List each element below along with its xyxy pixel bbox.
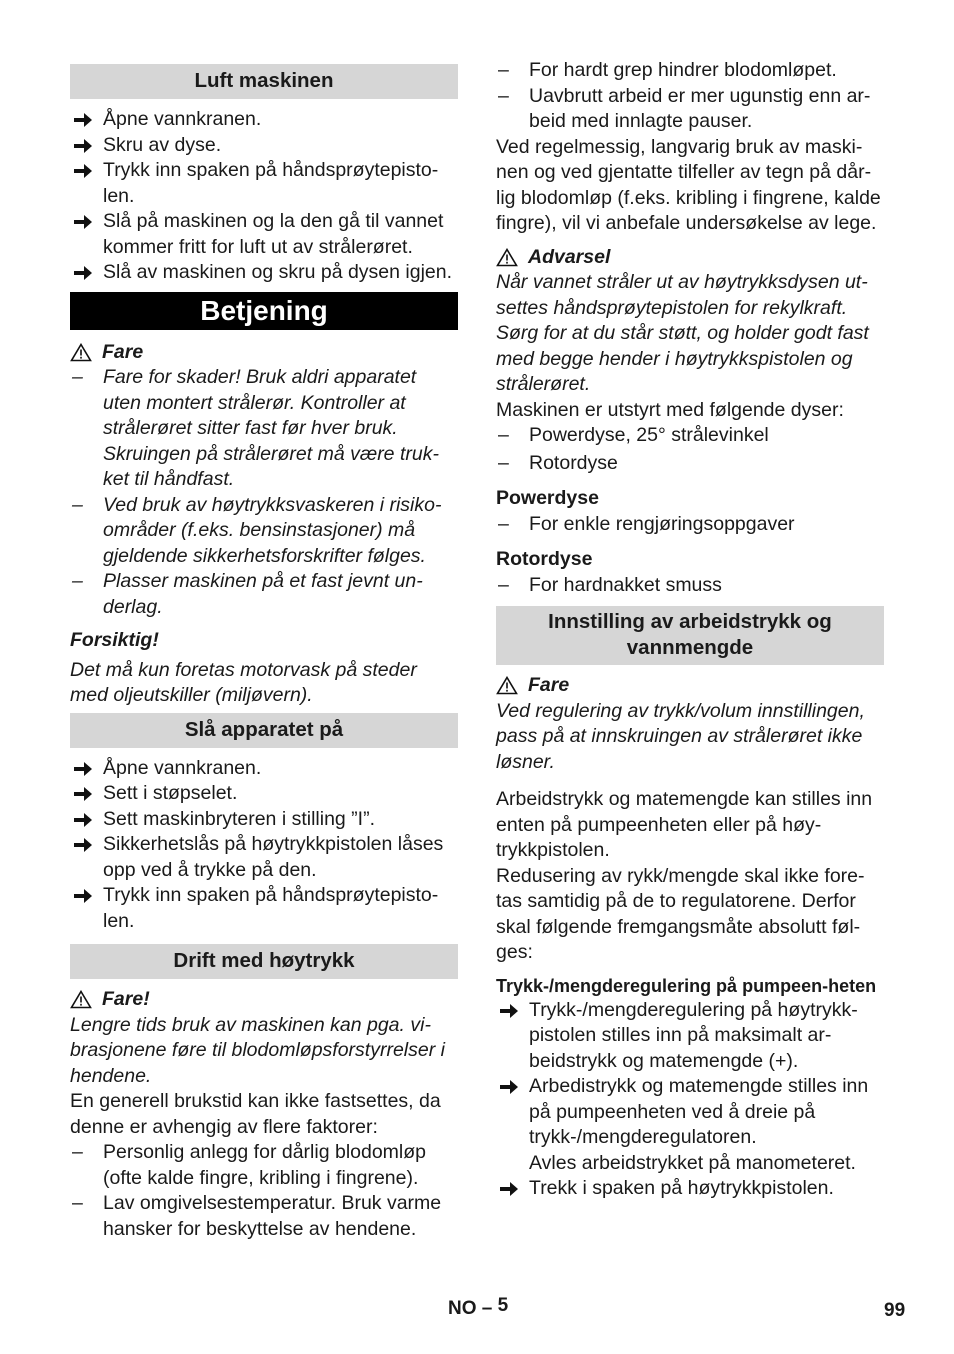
warning-triangle-icon [70,990,92,1009]
arrow-right-icon [73,781,93,802]
arrow-right-icon [499,1176,519,1197]
innstilling-warning-text: Ved regulering av trykk/volum innstillingen, pass på at innskruingen av strålerøret ikke løsner. [496,699,865,773]
step-item: Sikkerhetslås på høytrykkpistolen låses opp ved å trykke på den. [70,832,458,883]
arrow-right-icon [73,209,93,230]
list-item: – For enkle rengjøringsoppgaver [496,512,884,538]
warning-advarsel: Advarsel [496,245,884,271]
warning-fare-innstilling: Fare [496,673,884,699]
arrow-right-icon [73,260,93,281]
step-item: Slå på maskinen og la den gå til vannet kommer fritt for luft ut av strålerøret. [70,209,458,260]
subheading-pumpeenheten: Trykk-/mengderegulering på pumpeen-heten [496,975,877,996]
caution-label: Forsiktig! [70,629,159,651]
arrow-right-icon [73,133,93,154]
list-item: – For hardt grep hindrer blodomløpet. [496,58,884,84]
section-heading-drift: Drift med høytrykk [70,944,458,979]
step-note: Avles arbeidstrykket på manometeret. [529,1151,856,1174]
section-heading-luft: Luft maskinen [70,64,458,99]
step-item: Trykk inn spaken på håndsprøytepisto-len. [70,158,458,209]
dash-bullet: – [498,84,509,107]
step-item: Arbedistrykk og matemengde stilles inn på pumpeenheten ved å dreie på trykk-/mengderegulatoren. [496,1074,884,1151]
caution-text: Det må kun foretas motorvask på steder med oljeutskiller (miljøvern). [70,658,417,706]
footer-section-label: NO – 5 [448,1295,509,1319]
warning-fare: Fare [70,340,458,366]
drift-intro: En generell brukstid kan ikke fastsettes, da denne er avhengig av flere faktorer: [70,1090,441,1138]
step-item: Åpne vannkranen. [70,107,458,133]
dash-bullet: – [72,366,83,388]
arrow-right-icon [73,807,93,828]
arrow-right-icon [73,107,93,128]
page-number: 99 [884,1300,906,1321]
arrow-right-icon [73,832,93,853]
drift-warning-text: Lengre tids bruk av maskinen kan pga. vi-brasjonene føre til blodomløpsforstyrrelser i hendene. [70,1013,445,1087]
step-item: Trekk i spaken på høytrykkpistolen. [496,1176,884,1202]
step-item: Sett i støpselet. [70,781,458,807]
warning-triangle-icon [70,343,92,362]
sla-steps [70,756,458,935]
section-heading-innstilling: Innstilling av arbeidstrykk og vannmengde [496,606,884,665]
luft-steps [70,107,458,286]
step-item: Slå av maskinen og skru på dysen igjen. [70,260,458,286]
step-item: Sett maskinbryteren i stilling ”I”. [70,807,458,833]
dash-bullet: – [498,512,509,535]
step-item: Åpne vannkranen. [70,756,458,782]
paragraph-blood-flow: Ved regelmessig, langvarig bruk av maski-nen og ved gjentatte tilfeller av tegn på dår-lig blodomløp (f.eks. kribling i fingrene, kalde fingre), vil vi anbefale undersøkelse av lege. [496,135,881,234]
dash-bullet: – [72,493,83,516]
arrow-right-icon [499,1074,519,1095]
section-heading-sla: Slå apparatet på [70,713,458,748]
dash-bullet: – [498,424,509,446]
right-column [496,58,884,1202]
nozzles-intro: Maskinen er utstyrt med følgende dyser: [496,398,844,421]
arrow-right-icon [73,883,93,904]
arrow-right-icon [499,998,519,1019]
innstilling-para1: Arbeidstrykk og matemengde kan stilles inn enten på pumpeenheten eller på høy-trykkpistolen. [496,788,873,861]
list-item: – Lav omgivelsestemperatur. Bruk varme hansker for beskyttelse av hendene. [72,1192,442,1240]
list-item: – Personlig anlegg for dårlig blodomløp (ofte kalde fingre, kribling i fingrene). [72,1141,427,1189]
chapter-heading-betjening: Betjening [70,292,458,330]
arrow-right-icon [73,756,93,777]
list-item: – Powerdyse, 25° strålevinkel [496,423,884,449]
innstilling-para2: Redusering av rykk/mengde skal ikke fore-tas samtidig på de to regulatorene. Derfor skal følgende fremgangsmåte absolutt føl-ges: [496,864,865,963]
step-item: Trykk inn spaken på håndsprøytepisto-len. [70,883,458,934]
list-item: – Uavbrutt arbeid er mer ugunstig enn ar-beid med innlagte pauser. [498,84,871,132]
warning-fare-drift: Fare! [70,987,458,1013]
dash-bullet: – [498,59,509,81]
dash-bullet: – [72,1192,83,1214]
list-item: – Plasser maskinen på et fast jevnt un-derlag. [72,570,423,618]
warning-triangle-icon [496,676,518,695]
subheading-rotordyse: Rotordyse [496,548,593,570]
arrow-right-icon [73,158,93,179]
advarsel-text: Når vannet stråler ut av høytrykksdysen ut-settes håndsprøytepistolen for rekylkraft. Sørg for at du står støtt, og holder godt fast med begge hender i høytrykkspistolen og strålerøret. [496,271,869,395]
left-column [70,60,458,1242]
step-item: Skru av dyse. [70,133,458,159]
list-item: – Rotordyse [496,451,884,477]
dash-bullet: – [498,573,509,596]
list-item: – Ved bruk av høytrykksvaskeren i risiko-områder (f.eks. bensinstasjoner) må gjeldende sikkerhetsforskrifter følges. [72,493,442,567]
dash-bullet: – [72,570,83,592]
step-item: Trykk-/mengderegulering på høytrykk-pistolen stilles inn på maksimalt ar-beidstrykk og matemengde (+). [496,998,884,1075]
warning-triangle-icon [496,248,518,267]
list-item: – For hardnakket smuss [496,573,884,599]
dash-bullet: – [498,451,509,474]
list-item: – Fare for skader! Bruk aldri apparatet uten montert strålerør. Kontroller at strålerøret sitter fast før hver bruk. Skruingen på strålerøret må være truk-ket til håndfast. [72,366,439,490]
dash-bullet: – [72,1141,83,1163]
subheading-powerdyse: Powerdyse [496,487,599,509]
